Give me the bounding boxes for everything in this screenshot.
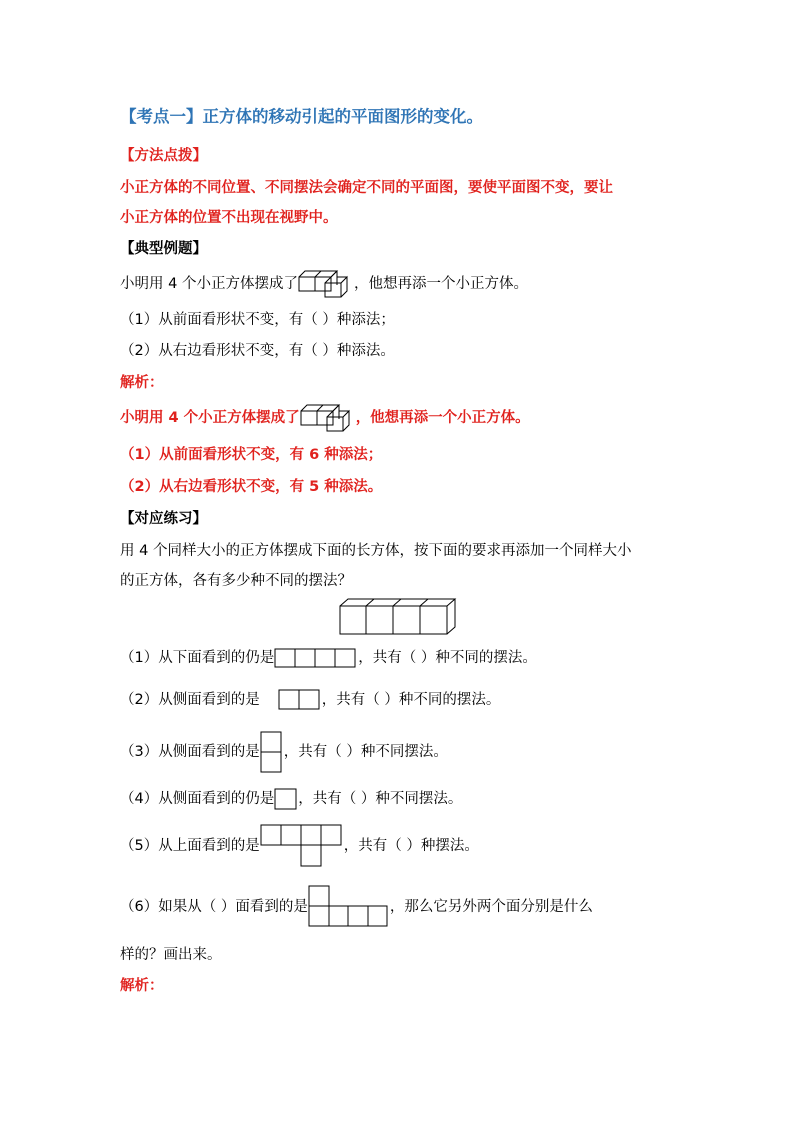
practice-q1-before: （1）从下面看到的仍是 <box>120 650 275 666</box>
practice-line-1: 用 4 个同样大小的正方体摆成下面的长方体，按下面的要求再添加一个同样大小 <box>120 543 632 559</box>
side-view-figure-stacked <box>260 731 284 773</box>
analysis-a1: （1）从前面看形状不变，有 6 种添法； <box>120 447 383 463</box>
example-q2: （2）从右边看形状不变，有（ ）种添法。 <box>120 343 395 359</box>
method-heading: 【方法点拨】 <box>120 148 207 164</box>
practice-line-2: 的正方体，各有多少种不同的摆法？ <box>120 573 352 589</box>
analysis-stem <box>120 404 530 432</box>
bottom-view-figure <box>274 648 358 668</box>
practice-q5 <box>120 824 479 868</box>
practice-q2-after: ，共有（ ）种不同的摆法。 <box>321 692 501 708</box>
analysis-heading-1: 解析： <box>120 375 164 391</box>
practice-q3-after: ，共有（ ）种不同摆法。 <box>283 744 448 760</box>
top-view-figure <box>260 824 344 868</box>
example-stem <box>120 270 528 298</box>
example-stem-before: 小明用 4 个小正方体摆成了 <box>120 276 298 292</box>
practice-q3 <box>120 731 448 773</box>
practice-q4-before: （4）从侧面看到的仍是 <box>120 791 275 807</box>
side-view-figure-single <box>274 788 298 810</box>
practice-q1-after: ，共有（ ）种不同的摆法。 <box>358 650 537 666</box>
practice-q3-before: （3）从侧面看到的是 <box>120 744 260 760</box>
example-stem-after: ，他想再添一个小正方体。 <box>353 276 528 292</box>
side-view-figure-two <box>278 689 322 711</box>
practice-q4-after: ，共有（ ）种不同摆法。 <box>298 791 463 807</box>
practice-q2-before: （2）从侧面看到的是 <box>120 692 260 708</box>
method-line-1: 小正方体的不同位置、不同摆法会确定不同的平面图，要使平面图不变，要让 <box>120 180 613 196</box>
cube-arrangement-figure-2 <box>300 404 356 432</box>
practice-q6-line-2: 样的？画出来。 <box>120 947 222 963</box>
practice-q4 <box>120 788 462 810</box>
example-heading: 【典型例题】 <box>120 241 207 257</box>
section-title: 【考点一】正方体的移动引起的平面图形的变化。 <box>120 107 483 126</box>
practice-q6-after: ，那么它另外两个面分别是什么 <box>389 899 593 915</box>
practice-q5-before: （5）从上面看到的是 <box>120 838 260 854</box>
cube-arrangement-figure <box>298 270 354 298</box>
practice-heading: 【对应练习】 <box>120 511 207 527</box>
view-figure-q6 <box>308 885 390 929</box>
method-line-2: 小正方体的位置不出现在视野中。 <box>120 210 338 226</box>
analysis-stem-after: ，他想再添一个小正方体。 <box>355 410 530 426</box>
analysis-a2: （2）从右边看形状不变，有 5 种添法。 <box>120 479 383 495</box>
analysis-heading-2: 解析： <box>120 978 164 994</box>
practice-q5-after: ，共有（ ）种摆法。 <box>343 838 479 854</box>
practice-q2 <box>120 689 500 711</box>
cuboid-figure <box>338 598 460 636</box>
practice-q6 <box>120 885 593 929</box>
example-q1: （1）从前面看形状不变，有（ ）种添法； <box>120 312 395 328</box>
practice-q6-before: （6）如果从（ ）面看到的是 <box>120 899 308 915</box>
practice-q1 <box>120 647 537 669</box>
analysis-stem-before: 小明用 4 个小正方体摆成了 <box>120 410 300 426</box>
